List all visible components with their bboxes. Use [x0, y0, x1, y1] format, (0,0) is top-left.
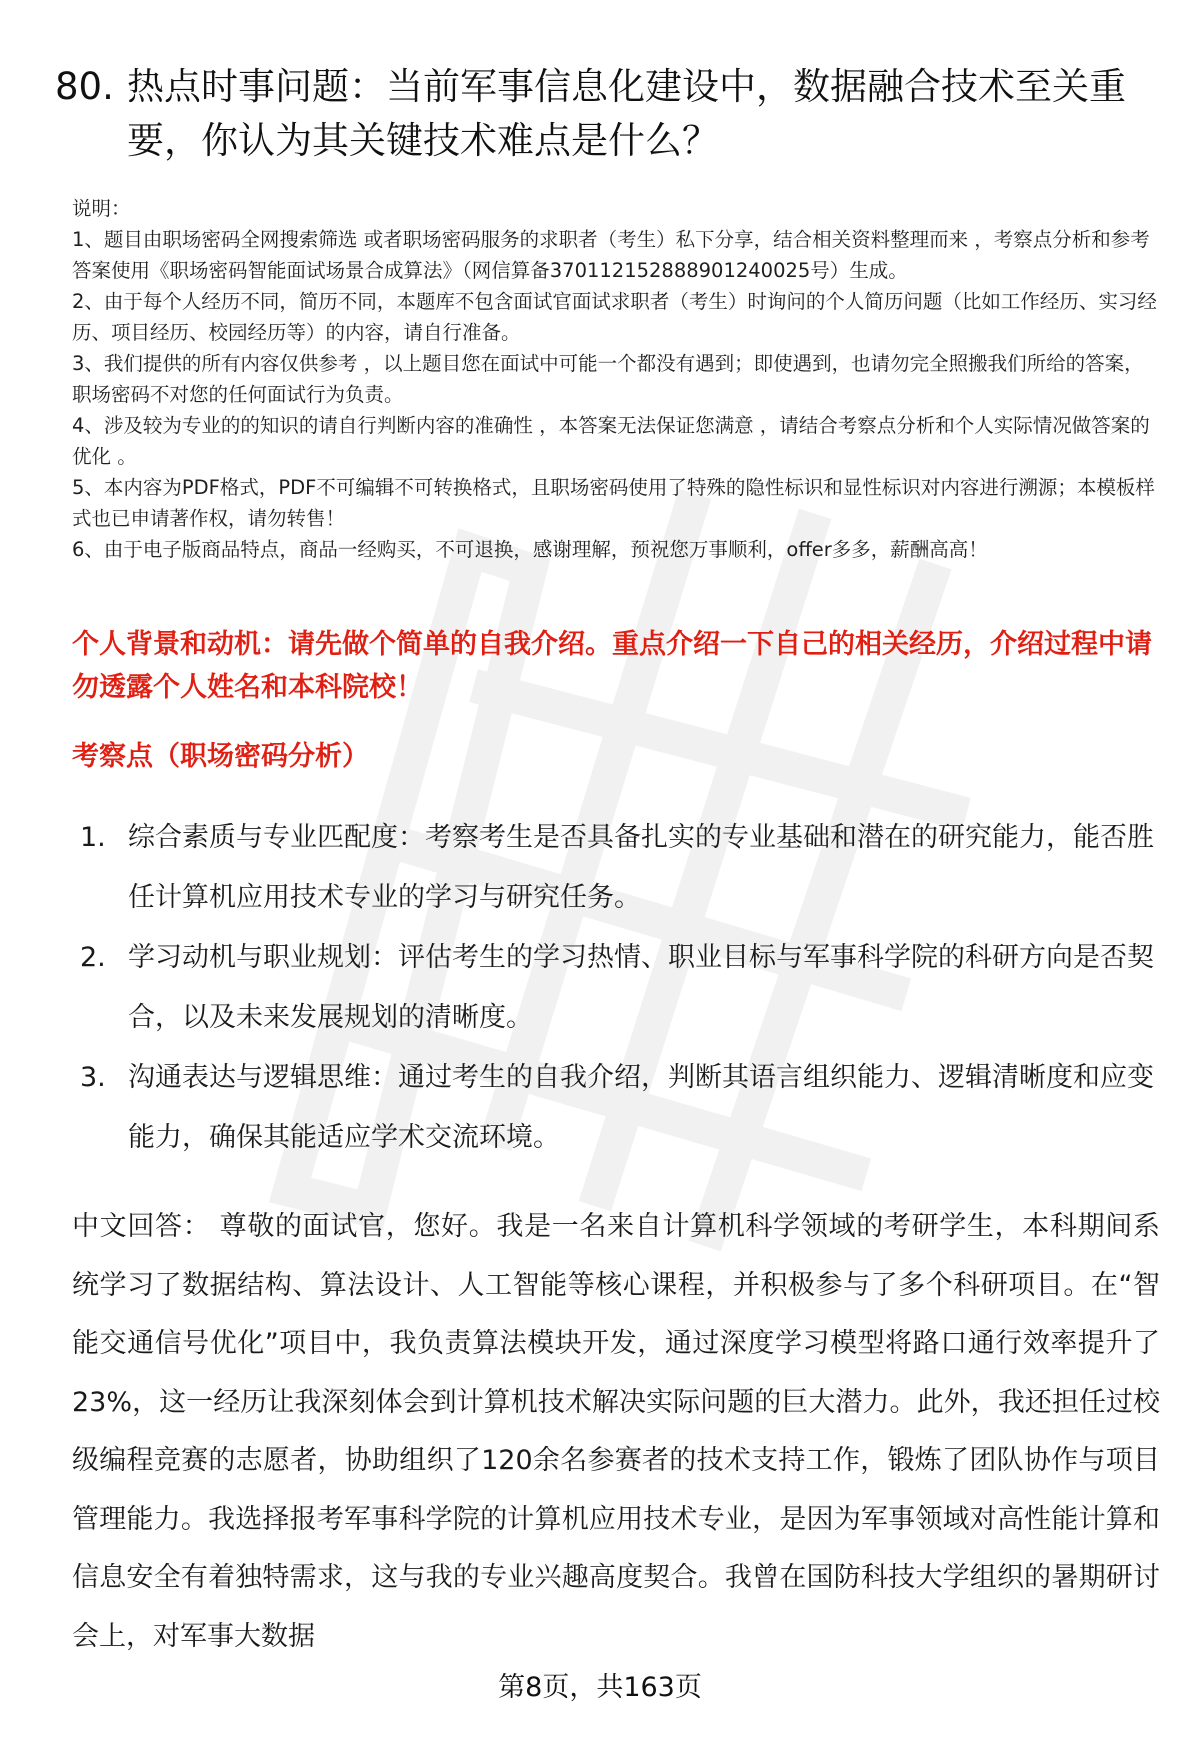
- analysis-subheading: 考察点（职场密码分析）: [72, 741, 369, 772]
- notes-item: 6、由于电子版商品特点，商品一经购买，不可退换，感谢理解，预祝您万事顺利，offer多多，薪酬高高！: [72, 538, 988, 561]
- notes-item: 3、我们提供的所有内容仅供参考 ，以上题目您在面试中可能一个都没有遇到；即使遇到，也请勿完全照搬我们所给的答案，职场密码不对您的任何面试行为负责。: [72, 352, 1144, 406]
- list-item: [80, 928, 1160, 1048]
- analysis-points: [80, 808, 1160, 1168]
- notes-item: 1、题目由职场密码全网搜索筛选 或者职场密码服务的求职者（考生）私下分享，结合相关资料整理而来 ，考察点分析和参考答案使用《职场密码智能面试场景合成算法》（网信算备370112152888901240025号）生成。: [72, 228, 1150, 282]
- point-number: 3.: [80, 1062, 106, 1093]
- notes-block: [72, 193, 1157, 565]
- notes-item: 2、由于每个人经历不同，简历不同，本题库不包含面试官面试求职者（考生）时询问的个人简历问题（比如工作经历、实习经历、项目经历、校园经历等）的内容，请自行准备。: [72, 290, 1157, 344]
- point-text: 学习动机与职业规划：评估考生的学习热情、职业目标与军事科学院的科研方向是否契合，以及未来发展规划的清晰度。: [128, 942, 1154, 1033]
- question-title: [55, 60, 1155, 168]
- point-number: 1.: [80, 822, 106, 853]
- point-text: 沟通表达与逻辑思维：通过考生的自我介绍，判断其语言组织能力、逻辑清晰度和应变能力，确保其能适应学术交流环境。: [128, 1062, 1154, 1153]
- notes-item: 5、本内容为PDF格式，PDF不可编辑不可转换格式，且职场密码使用了特殊的隐性标识和显性标识对内容进行溯源；本模板样式也已申请著作权，请勿转售！: [72, 476, 1155, 530]
- point-number: 2.: [80, 942, 106, 973]
- notes-item: 4、涉及较为专业的的知识的请自行判断内容的准确性 ，本答案无法保证您满意 ，请结合考察点分析和个人实际情况做答案的优化 。: [72, 414, 1150, 468]
- list-item: [80, 1048, 1160, 1168]
- list-item: [80, 808, 1160, 928]
- question-number: 80.: [55, 65, 114, 108]
- point-text: 综合素质与专业匹配度：考察考生是否具备扎实的专业基础和潜在的研究能力，能否胜任计算机应用技术专业的学习与研究任务。: [128, 822, 1154, 913]
- section-heading: 个人背景和动机：请先做个简单的自我介绍。重点介绍一下自己的相关经历，介绍过程中请勿透露个人姓名和本科院校！: [72, 629, 1152, 703]
- notes-title: 说明：: [72, 197, 131, 220]
- question-text: 热点时事问题：当前军事信息化建设中，数据融合技术至关重要，你认为其关键技术难点是什么？: [127, 65, 1126, 162]
- answer-paragraph: 中文回答： 尊敬的面试官，您好。我是一名来自计算机科学领域的考研学生，本科期间系统学习了数据结构、算法设计、人工智能等核心课程，并积极参与了多个科研项目。在“智能交通信号优化”项目中，我负责算法模块开发，通过深度学习模型将路口通行效率提升了23%，这一经历让我深刻体会到计算机技术解决实际问题的巨大潜力。此外，我还担任过校级编程竞赛的志愿者，协助组织了120余名参赛者的技术支持工作，锻炼了团队协作与项目管理能力。我选择报考军事科学院的计算机应用技术专业，是因为军事领域对高性能计算和信息安全有着独特需求，这与我的专业兴趣高度契合。我曾在国防科技大学组织的暑期研讨会上，对军事大数据: [72, 1211, 1160, 1652]
- page-number: 第8页，共163页: [498, 1672, 702, 1703]
